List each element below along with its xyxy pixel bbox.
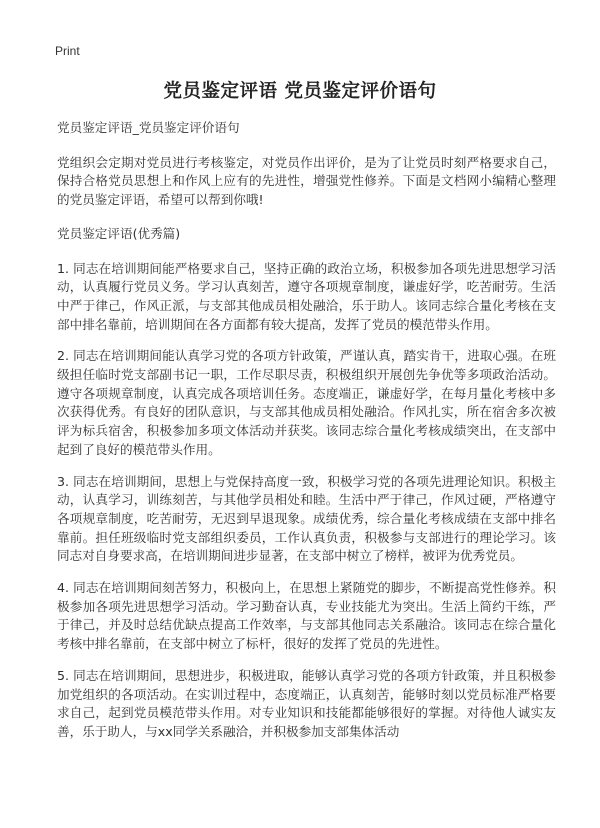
- subtitle: 党员鉴定评语_党员鉴定评价语句: [57, 120, 240, 135]
- page-title: 党员鉴定评语 党员鉴定评价语句: [163, 81, 437, 102]
- evaluation-item-4: 4. 同志在培训期间刻苦努力，积极向上，在思想上紧随党的脚步，不断提高党性修养。积极参加各项先进思想学习活动。学习勤奋认真，专业技能尤为突出。生活上简约干练，严于律己，并及时总结优缺点提高工作效率，与支部其他同志关系融洽。该同志在综合量化考核中排名靠前，在支部中树立了标杆，很好的发挥了党员的先进性。: [57, 580, 556, 652]
- evaluation-item-1: 1. 同志在培训期间能严格要求自己，坚持正确的政治立场，积极参加各项先进思想学习活动，认真履行党员义务。学习认真刻苦，遵守各项规章制度，谦虚好学，吃苦耐劳。生活中严于律己，作风正派，与支部其他成员相处融洽，乐于助人。该同志综合量化考核在支部中排名靠前，培训期间在各方面都有较大提高，发挥了党员的模范带头作用。: [57, 260, 556, 332]
- document-body: [57, 119, 556, 755]
- section-heading: 党员鉴定评语(优秀篇): [57, 225, 181, 241]
- print-link[interactable]: Print: [55, 44, 80, 58]
- evaluation-item-2: 2. 同志在培训期间能认真学习党的各项方针政策，严谨认真，踏实肯干，进取心强。在班级担任临时党支部副书记一职，工作尽职尽责，积极组织开展创先争优等多项政治活动。遵守各项规章制度，认真完成各项培训任务。态度端正，谦虚好学，在每月量化考核中多次获得优秀。有良好的团队意识，与支部其他成员相处融洽。作风扎实，所在宿舍多次被评为标兵宿舍，积极参加多项文体活动并获奖。该同志综合量化考核成绩突出，在支部中起到了良好的模范带头作用。: [57, 348, 556, 457]
- evaluation-item-5: 5. 同志在培训期间，思想进步，积极进取，能够认真学习党的各项方针政策，并且积极参加党组织的各项活动。在实训过程中，态度端正，认真刻苦，能够时刻以党员标准严格要求自己，起到党员模范带头作用。对专业知识和技能都能够很好的掌握。对待他人诚实友善，乐于助人，与xx同学关系融洽，并积极参加支部集体活动: [57, 667, 556, 739]
- evaluation-item-3: 3. 同志在培训期间，思想上与党保持高度一致，积极学习党的各项先进理论知识。积极主动，认真学习，训练刻苦，与其他学员相处和睦。生活中严于律己，作风过硬，严格遵守各项规章制度，吃苦耐劳，无迟到早退现象。成绩优秀，综合量化考核成绩在支部中排名靠前。担任班级临时党支部组织委员，工作认真负责，积极参与支部进行的理论学习。该同志对自身要求高，在培训期间进步显著，在支部中树立了榜样，被评为优秀党员。: [57, 473, 556, 564]
- intro-paragraph: 党组织会定期对党员进行考核鉴定，对党员作出评价，是为了让党员时刻严格要求自己，保持合格党员思想上和作风上应有的先进性，增强党性修养。下面是文档网小编精心整理的党员鉴定评语，希望可以帮到你哦!: [57, 154, 556, 208]
